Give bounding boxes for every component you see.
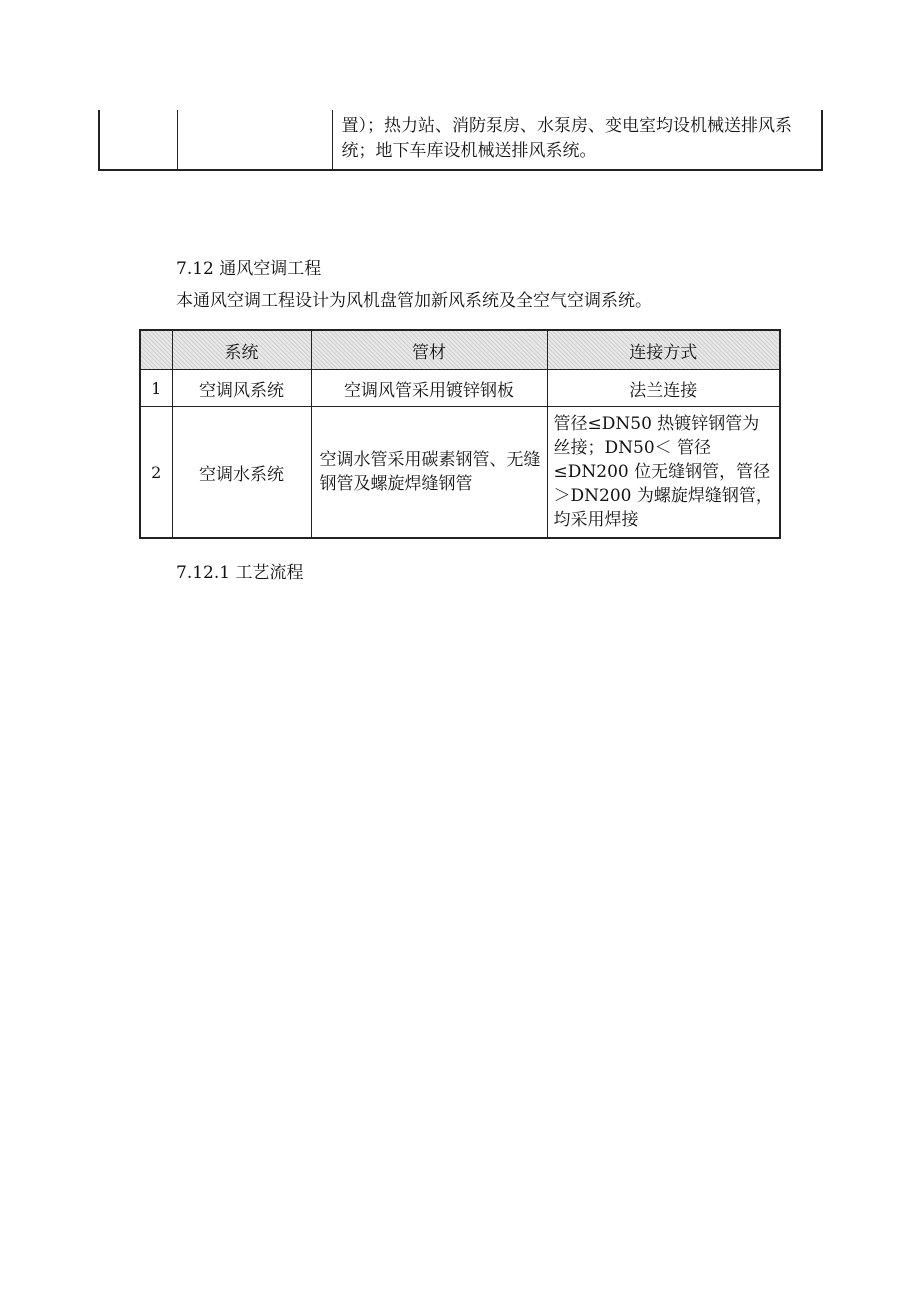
table-cell: 置）；热力站、消防泵房、水泵房、变电室均设机械送排风系统；地下车库设机械送排风系统。 xyxy=(332,110,822,170)
section-heading: 7.12 通风空调工程 xyxy=(176,259,322,279)
column-header xyxy=(140,330,172,370)
table-row xyxy=(140,370,780,407)
section-intro: 本通风空调工程设计为风机盘管加新风系统及全空气空调系统。 xyxy=(176,291,652,311)
table-cell xyxy=(99,110,177,170)
hvac-table xyxy=(139,329,781,539)
system-cell: 空调风系统 xyxy=(172,370,311,407)
column-header: 管材 xyxy=(311,330,547,370)
material-cell: 空调风管采用镀锌钢板 xyxy=(311,370,547,407)
continued-table xyxy=(98,110,823,171)
material-cell: 空调水管采用碳素钢管、无缝钢管及螺旋焊缝钢管 xyxy=(311,407,547,539)
row-index: 2 xyxy=(140,407,172,539)
column-header: 连接方式 xyxy=(547,330,780,370)
table-cell xyxy=(177,110,332,170)
row-index: 1 xyxy=(140,370,172,407)
connection-cell: 管径≤DN50 热镀锌钢管为丝接；DN50＜ 管径≤DN200 位无缝钢管，管径＞DN200 为螺旋焊缝钢管，均采用焊接 xyxy=(547,407,780,539)
system-cell: 空调水系统 xyxy=(172,407,311,539)
column-header: 系统 xyxy=(172,330,311,370)
subsection-heading: 7.12.1 工艺流程 xyxy=(176,563,304,583)
connection-cell: 法兰连接 xyxy=(547,370,780,407)
table-row xyxy=(99,110,822,170)
table-row xyxy=(140,407,780,539)
table-header-row xyxy=(140,330,780,370)
